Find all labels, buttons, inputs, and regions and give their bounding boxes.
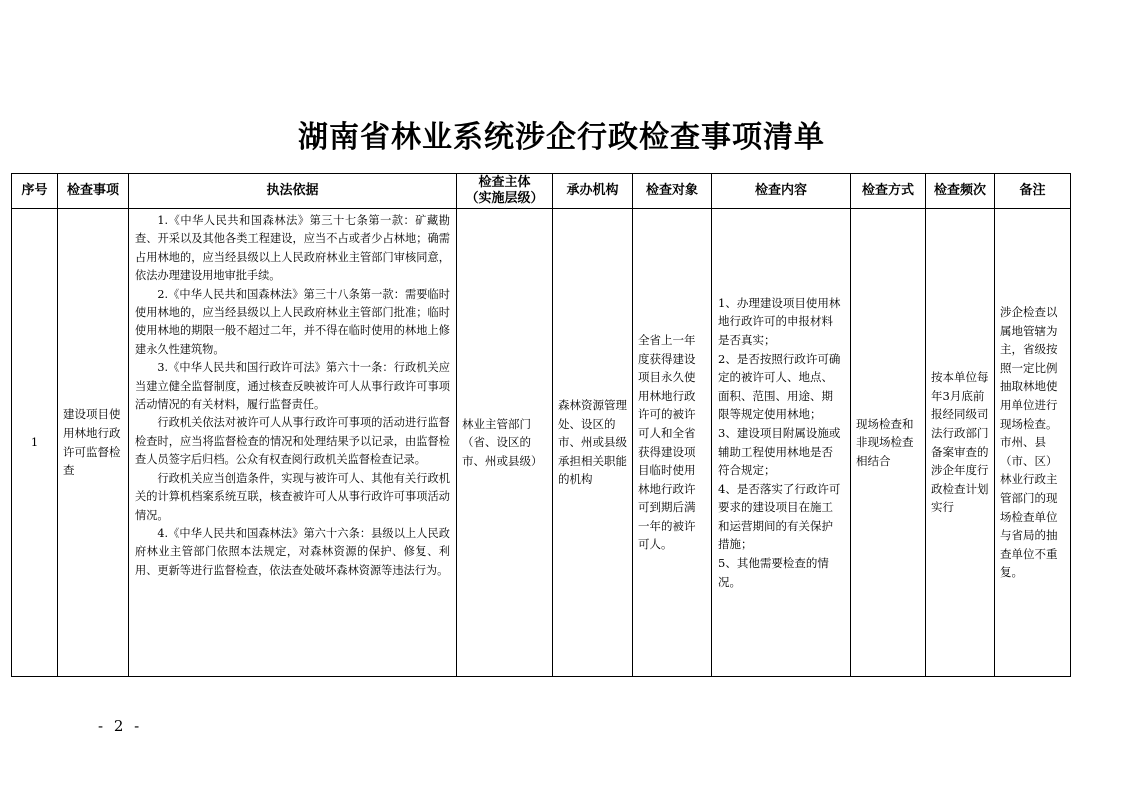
cell-basis [129, 209, 457, 677]
basis-paragraph: 3.《中华人民共和国行政许可法》第六十一条：行政机关应当建立健全监督制度，通过核查反映被许可人从事行政许可事项活动情况的有关材料，履行监督责任。 [135, 361, 450, 412]
content-item: 3、建设项目附属设施或辅助工程使用林地是否符合规定； [718, 425, 841, 478]
content-item: 1、办理建设项目使用林地行政许可的申报材料是否真实； [718, 295, 841, 347]
header-item: 检查事项 [58, 174, 129, 209]
content-item: 5、其他需要检查的情况。 [718, 556, 829, 589]
header-frequency: 检查频次 [926, 174, 995, 209]
basis-paragraph: 4.《中华人民共和国森林法》第六十六条：县级以上人民政府林业主管部门依照本法规定，对森林资源的保护、修复、利用、更新等进行监督检查，依法查处破坏森林资源等违法行为。 [135, 526, 450, 577]
cell-method: 现场检查和非现场检查相结合 [851, 209, 926, 677]
cell-item: 建设项目使用林地行政许可监督检查 [58, 209, 129, 677]
header-remark: 备注 [995, 174, 1071, 209]
cell-remark: 涉企检查以属地管辖为主，省级按照一定比例抽取林地使用单位进行现场检查。市州、县（市、区）林业行政主管部门的现场检查单位与省局的抽查单位不重复。 [995, 209, 1071, 677]
header-agency: 承办机构 [553, 174, 633, 209]
header-content: 检查内容 [712, 174, 851, 209]
cell-agency: 森林资源管理处、设区的市、州或县级承担相关职能的机构 [553, 209, 633, 677]
basis-paragraph: 2.《中华人民共和国森林法》第三十八条第一款：需要临时使用林地的，应当经县级以上人民政府林业主管部门批准；临时使用林地的期限一般不超过二年，并不得在临时使用的林地上修建永久性建筑物。 [135, 287, 450, 356]
cell-frequency: 按本单位每年3月底前报经同级司法行政部门备案审查的涉企年度行政检查计划实行 [926, 209, 995, 677]
content-item: 4、是否落实了行政许可要求的建设项目在施工和运营期间的有关保护措施； [718, 481, 841, 552]
basis-paragraph: 行政机关应当创造条件，实现与被许可人、其他有关行政机关的计算机档案系统互联，核查被许可人从事行政许可事项活动情况。 [135, 471, 450, 522]
page-title: 湖南省林业系统涉企行政检查事项清单 [298, 120, 825, 155]
page-number: - 2 - [98, 717, 143, 735]
header-method: 检查方式 [851, 174, 926, 209]
table-header-row [12, 174, 1071, 209]
header-subject [457, 174, 553, 209]
cell-object: 全省上一年度获得建设项目永久使用林地行政许可的被许可人和全省获得建设项目临时使用林地行政许可到期后满一年的被许可人。 [633, 209, 712, 677]
basis-paragraph: 1.《中华人民共和国森林法》第三十七条第一款：矿藏勘查、开采以及其他各类工程建设，应当不占或者少占林地；确需占用林地的，应当经县级以上人民政府林业主管部门审核同意，依法办理建设用地审批手续。 [135, 214, 450, 283]
header-subject-sub: （实施层级） [465, 191, 544, 206]
cell-content [712, 209, 851, 677]
header-subject-main: 检查主体 [478, 175, 531, 190]
content-item: 2、是否按照行政许可确定的被许可人、地点、面积、范围、用途、期限等规定使用林地； [718, 351, 841, 422]
header-seq: 序号 [12, 174, 58, 209]
cell-seq: 1 [12, 209, 58, 677]
inspection-table [11, 173, 1071, 677]
table-row [12, 209, 1071, 677]
header-basis: 执法依据 [129, 174, 457, 209]
cell-subject: 林业主管部门（省、设区的市、州或县级） [457, 209, 553, 677]
header-object: 检查对象 [633, 174, 712, 209]
basis-paragraph: 行政机关依法对被许可人从事行政许可事项的活动进行监督检查时，应当将监督检查的情况和处理结果予以记录，由监督检查人员签字后归档。公众有权查阅行政机关监督检查记录。 [135, 416, 450, 467]
